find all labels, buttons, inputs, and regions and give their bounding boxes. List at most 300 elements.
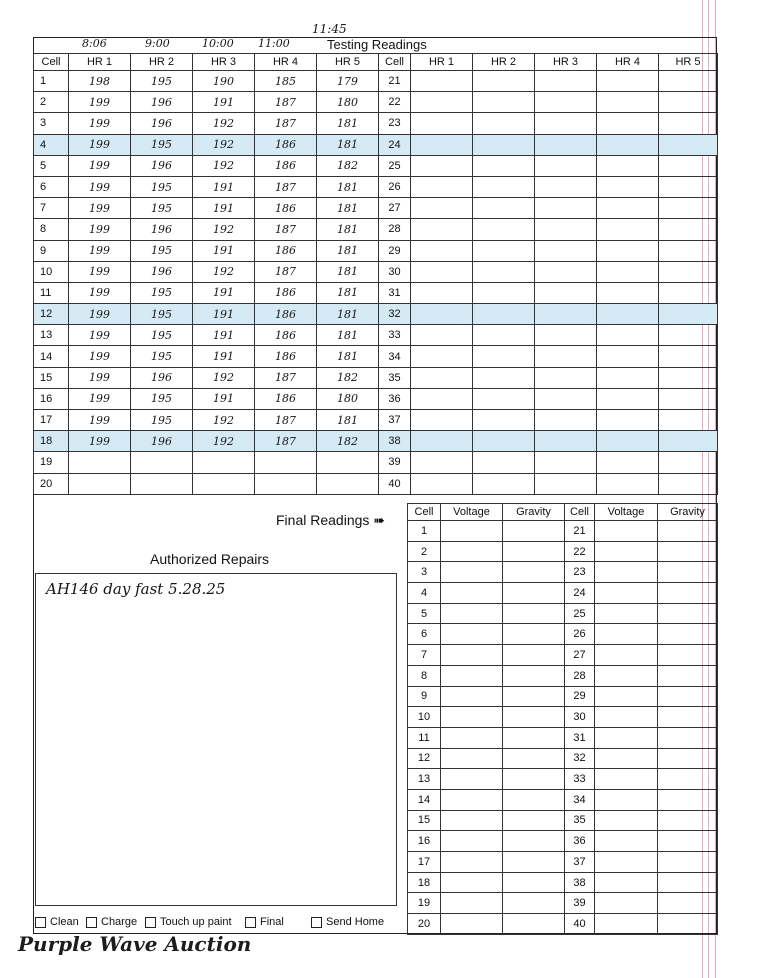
voltage-cell[interactable] (595, 665, 658, 686)
gravity-cell[interactable] (503, 541, 565, 562)
empty-reading-cell[interactable] (535, 431, 597, 452)
empty-reading-cell[interactable] (659, 219, 718, 240)
hydrometer-reading[interactable]: 181 (317, 282, 379, 303)
hydrometer-reading[interactable]: 187 (255, 92, 317, 113)
hydrometer-reading[interactable]: 191 (193, 388, 255, 409)
hydrometer-reading[interactable]: 187 (255, 113, 317, 134)
hydrometer-reading[interactable] (69, 452, 131, 473)
voltage-cell[interactable] (595, 541, 658, 562)
send-home-checkbox[interactable] (311, 916, 384, 928)
hydrometer-reading[interactable]: 195 (131, 282, 193, 303)
hydrometer-reading[interactable]: 195 (131, 71, 193, 92)
gravity-cell[interactable] (658, 831, 718, 852)
empty-reading-cell[interactable] (659, 176, 718, 197)
gravity-cell[interactable] (658, 686, 718, 707)
hydrometer-reading[interactable]: 199 (69, 155, 131, 176)
hydrometer-reading[interactable]: 181 (317, 219, 379, 240)
voltage-cell[interactable] (595, 562, 658, 583)
gravity-cell[interactable] (503, 914, 565, 935)
hydrometer-reading[interactable]: 199 (69, 176, 131, 197)
hydrometer-reading[interactable]: 192 (193, 261, 255, 282)
gravity-cell[interactable] (503, 769, 565, 790)
voltage-cell[interactable] (595, 872, 658, 893)
cell-number: 32 (379, 304, 411, 325)
empty-reading-cell[interactable] (473, 367, 535, 388)
hydrometer-reading[interactable]: 195 (131, 240, 193, 261)
empty-reading-cell[interactable] (597, 452, 659, 473)
voltage-cell[interactable] (595, 686, 658, 707)
empty-reading-cell[interactable] (535, 261, 597, 282)
empty-reading-cell[interactable] (473, 113, 535, 134)
empty-reading-cell[interactable] (597, 155, 659, 176)
hydrometer-reading[interactable]: 199 (69, 325, 131, 346)
empty-reading-cell[interactable] (473, 176, 535, 197)
voltage-cell[interactable] (441, 914, 503, 935)
empty-reading-cell[interactable] (597, 282, 659, 303)
hydrometer-reading[interactable]: 192 (193, 155, 255, 176)
voltage-cell[interactable] (441, 831, 503, 852)
voltage-cell[interactable] (595, 521, 658, 542)
empty-reading-cell[interactable] (473, 452, 535, 473)
empty-reading-cell[interactable] (597, 71, 659, 92)
hydrometer-reading[interactable]: 187 (255, 176, 317, 197)
voltage-cell[interactable] (441, 872, 503, 893)
hydrometer-reading[interactable]: 182 (317, 431, 379, 452)
empty-reading-cell[interactable] (659, 452, 718, 473)
hydrometer-reading[interactable]: 199 (69, 346, 131, 367)
hydrometer-reading[interactable]: 181 (317, 346, 379, 367)
hydrometer-reading[interactable]: 180 (317, 388, 379, 409)
empty-reading-cell[interactable] (659, 346, 718, 367)
empty-reading-cell[interactable] (473, 473, 535, 494)
hydrometer-reading[interactable]: 186 (255, 155, 317, 176)
empty-reading-cell[interactable] (411, 176, 473, 197)
hydrometer-reading[interactable]: 199 (69, 219, 131, 240)
empty-reading-cell[interactable] (411, 410, 473, 431)
gravity-cell[interactable] (658, 893, 718, 914)
empty-reading-cell[interactable] (659, 473, 718, 494)
empty-reading-cell[interactable] (411, 92, 473, 113)
gravity-cell[interactable] (658, 789, 718, 810)
empty-reading-cell[interactable] (535, 240, 597, 261)
hydrometer-reading[interactable]: 181 (317, 261, 379, 282)
hydrometer-reading[interactable]: 191 (193, 304, 255, 325)
empty-reading-cell[interactable] (659, 240, 718, 261)
hydrometer-reading[interactable]: 196 (131, 431, 193, 452)
empty-reading-cell[interactable] (659, 388, 718, 409)
empty-reading-cell[interactable] (473, 219, 535, 240)
hydrometer-reading[interactable]: 191 (193, 346, 255, 367)
hydrometer-reading[interactable] (131, 473, 193, 494)
empty-reading-cell[interactable] (411, 219, 473, 240)
empty-reading-cell[interactable] (659, 92, 718, 113)
voltage-cell[interactable] (441, 541, 503, 562)
hydrometer-reading[interactable]: 199 (69, 304, 131, 325)
empty-reading-cell[interactable] (411, 155, 473, 176)
empty-reading-cell[interactable] (473, 155, 535, 176)
empty-reading-cell[interactable] (411, 431, 473, 452)
voltage-cell[interactable] (441, 645, 503, 666)
gravity-cell[interactable] (658, 769, 718, 790)
empty-reading-cell[interactable] (535, 367, 597, 388)
empty-reading-cell[interactable] (473, 198, 535, 219)
charge-checkbox[interactable] (86, 916, 137, 928)
voltage-cell[interactable] (441, 852, 503, 873)
hydrometer-reading[interactable] (317, 452, 379, 473)
cell-number: 25 (379, 155, 411, 176)
empty-reading-cell[interactable] (411, 452, 473, 473)
empty-reading-cell[interactable] (473, 431, 535, 452)
empty-reading-cell[interactable] (659, 134, 718, 155)
gravity-cell[interactable] (503, 686, 565, 707)
hydrometer-reading[interactable]: 199 (69, 388, 131, 409)
empty-reading-cell[interactable] (597, 473, 659, 494)
gravity-cell[interactable] (658, 521, 718, 542)
empty-reading-cell[interactable] (411, 240, 473, 261)
cell-number: 31 (379, 282, 411, 303)
voltage-cell[interactable] (441, 893, 503, 914)
hydrometer-reading[interactable]: 199 (69, 134, 131, 155)
gravity-cell[interactable] (658, 645, 718, 666)
hydrometer-reading[interactable]: 195 (131, 388, 193, 409)
empty-reading-cell[interactable] (411, 367, 473, 388)
empty-reading-cell[interactable] (535, 198, 597, 219)
empty-reading-cell[interactable] (535, 176, 597, 197)
cell-number: 16 (34, 388, 69, 409)
gravity-cell[interactable] (503, 583, 565, 604)
empty-reading-cell[interactable] (535, 155, 597, 176)
empty-reading-cell[interactable] (473, 325, 535, 346)
gravity-cell[interactable] (503, 707, 565, 728)
hydrometer-reading[interactable]: 192 (193, 219, 255, 240)
hydrometer-reading[interactable] (255, 452, 317, 473)
empty-reading-cell[interactable] (535, 113, 597, 134)
gravity-cell[interactable] (658, 541, 718, 562)
empty-reading-cell[interactable] (535, 388, 597, 409)
gravity-cell[interactable] (503, 810, 565, 831)
voltage-cell[interactable] (441, 769, 503, 790)
voltage-cell[interactable] (595, 789, 658, 810)
empty-reading-cell[interactable] (659, 282, 718, 303)
voltage-cell[interactable] (595, 914, 658, 935)
hydrometer-reading[interactable]: 196 (131, 261, 193, 282)
voltage-cell[interactable] (441, 810, 503, 831)
empty-reading-cell[interactable] (659, 410, 718, 431)
gravity-cell[interactable] (503, 665, 565, 686)
empty-reading-cell[interactable] (659, 113, 718, 134)
empty-reading-cell[interactable] (535, 452, 597, 473)
cell-number: 5 (34, 155, 69, 176)
voltage-cell[interactable] (441, 603, 503, 624)
hydrometer-reading[interactable]: 192 (193, 134, 255, 155)
hydrometer-reading[interactable]: 182 (317, 155, 379, 176)
voltage-cell[interactable] (595, 727, 658, 748)
voltage-cell[interactable] (441, 583, 503, 604)
touch-up-paint-checkbox[interactable] (145, 916, 232, 928)
voltage-cell[interactable] (595, 583, 658, 604)
empty-reading-cell[interactable] (473, 240, 535, 261)
gravity-cell[interactable] (503, 624, 565, 645)
empty-reading-cell[interactable] (597, 134, 659, 155)
cell-number: 38 (379, 431, 411, 452)
empty-reading-cell[interactable] (411, 282, 473, 303)
voltage-cell[interactable] (595, 769, 658, 790)
gravity-cell[interactable] (503, 872, 565, 893)
empty-reading-cell[interactable] (597, 367, 659, 388)
hydrometer-reading[interactable]: 199 (69, 198, 131, 219)
hydrometer-reading[interactable]: 195 (131, 304, 193, 325)
empty-reading-cell[interactable] (473, 92, 535, 113)
gravity-cell[interactable] (658, 727, 718, 748)
hydrometer-reading[interactable]: 196 (131, 155, 193, 176)
hydrometer-reading[interactable]: 187 (255, 410, 317, 431)
hydrometer-reading[interactable]: 186 (255, 325, 317, 346)
empty-reading-cell[interactable] (473, 410, 535, 431)
hydrometer-reading[interactable]: 186 (255, 134, 317, 155)
hydrometer-reading[interactable]: 187 (255, 367, 317, 388)
hydrometer-reading[interactable]: 190 (193, 71, 255, 92)
gravity-cell[interactable] (503, 603, 565, 624)
voltage-cell[interactable] (595, 624, 658, 645)
empty-reading-cell[interactable] (535, 134, 597, 155)
voltage-cell[interactable] (441, 665, 503, 686)
hydrometer-reading[interactable]: 199 (69, 261, 131, 282)
gravity-cell[interactable] (658, 852, 718, 873)
voltage-cell[interactable] (595, 852, 658, 873)
voltage-cell[interactable] (441, 748, 503, 769)
empty-reading-cell[interactable] (597, 388, 659, 409)
gravity-cell[interactable] (503, 521, 565, 542)
hydrometer-reading[interactable]: 195 (131, 198, 193, 219)
empty-reading-cell[interactable] (411, 261, 473, 282)
voltage-cell[interactable] (595, 831, 658, 852)
voltage-cell[interactable] (595, 810, 658, 831)
empty-reading-cell[interactable] (597, 261, 659, 282)
gravity-cell[interactable] (503, 893, 565, 914)
cell-number: 19 (408, 893, 441, 914)
hydrometer-reading[interactable]: 191 (193, 198, 255, 219)
gravity-cell[interactable] (658, 872, 718, 893)
hydrometer-reading[interactable]: 186 (255, 304, 317, 325)
hydrometer-reading[interactable]: 195 (131, 176, 193, 197)
hydrometer-reading[interactable]: 187 (255, 431, 317, 452)
hydrometer-reading[interactable]: 179 (317, 71, 379, 92)
hydrometer-reading[interactable]: 199 (69, 367, 131, 388)
voltage-cell[interactable] (441, 624, 503, 645)
empty-reading-cell[interactable] (597, 240, 659, 261)
empty-reading-cell[interactable] (473, 388, 535, 409)
empty-reading-cell[interactable] (535, 92, 597, 113)
hydrometer-reading[interactable]: 181 (317, 198, 379, 219)
hydrometer-reading[interactable]: 180 (317, 92, 379, 113)
hydrometer-reading[interactable] (317, 473, 379, 494)
voltage-cell[interactable] (595, 748, 658, 769)
gravity-cell[interactable] (658, 583, 718, 604)
hydrometer-reading[interactable]: 198 (69, 71, 131, 92)
hydrometer-reading[interactable]: 196 (131, 113, 193, 134)
empty-reading-cell[interactable] (597, 176, 659, 197)
hydrometer-reading[interactable]: 187 (255, 219, 317, 240)
gravity-cell[interactable] (658, 624, 718, 645)
hydrometer-reading[interactable]: 192 (193, 431, 255, 452)
hydrometer-reading[interactable]: 191 (193, 92, 255, 113)
hydrometer-reading[interactable]: 181 (317, 240, 379, 261)
hydrometer-reading[interactable] (255, 473, 317, 494)
gravity-cell[interactable] (658, 707, 718, 728)
empty-reading-cell[interactable] (411, 473, 473, 494)
hydrometer-reading[interactable]: 181 (317, 325, 379, 346)
empty-reading-cell[interactable] (659, 325, 718, 346)
gravity-cell[interactable] (503, 831, 565, 852)
empty-reading-cell[interactable] (473, 134, 535, 155)
empty-reading-cell[interactable] (535, 71, 597, 92)
empty-reading-cell[interactable] (597, 410, 659, 431)
final-row (408, 707, 718, 728)
gravity-cell[interactable] (658, 914, 718, 935)
empty-reading-cell[interactable] (411, 134, 473, 155)
empty-reading-cell[interactable] (597, 92, 659, 113)
hydrometer-reading[interactable]: 199 (69, 410, 131, 431)
hydrometer-reading[interactable]: 181 (317, 410, 379, 431)
empty-reading-cell[interactable] (411, 346, 473, 367)
authorized-repairs-box[interactable] (35, 573, 397, 906)
empty-reading-cell[interactable] (535, 410, 597, 431)
empty-reading-cell[interactable] (473, 71, 535, 92)
gravity-cell[interactable] (658, 603, 718, 624)
hydrometer-reading[interactable]: 196 (131, 219, 193, 240)
hydrometer-reading[interactable]: 191 (193, 176, 255, 197)
gravity-cell[interactable] (503, 727, 565, 748)
hydrometer-reading[interactable]: 191 (193, 240, 255, 261)
hydrometer-reading[interactable]: 195 (131, 346, 193, 367)
empty-reading-cell[interactable] (659, 155, 718, 176)
gravity-cell[interactable] (658, 748, 718, 769)
hydrometer-reading[interactable]: 192 (193, 410, 255, 431)
empty-reading-cell[interactable] (659, 71, 718, 92)
hydrometer-reading[interactable]: 196 (131, 92, 193, 113)
empty-reading-cell[interactable] (659, 261, 718, 282)
empty-reading-cell[interactable] (411, 304, 473, 325)
gravity-cell[interactable] (658, 562, 718, 583)
empty-reading-cell[interactable] (659, 431, 718, 452)
hydrometer-reading[interactable]: 181 (317, 134, 379, 155)
voltage-cell[interactable] (595, 645, 658, 666)
hydrometer-reading[interactable]: 199 (69, 113, 131, 134)
gravity-cell[interactable] (503, 748, 565, 769)
empty-reading-cell[interactable] (411, 113, 473, 134)
empty-reading-cell[interactable] (411, 388, 473, 409)
empty-reading-cell[interactable] (597, 304, 659, 325)
empty-reading-cell[interactable] (597, 198, 659, 219)
final-checkbox[interactable] (245, 916, 284, 928)
empty-reading-cell[interactable] (535, 304, 597, 325)
gravity-cell[interactable] (503, 645, 565, 666)
cell-number: 8 (34, 219, 69, 240)
hydrometer-reading[interactable] (193, 452, 255, 473)
gravity-cell[interactable] (503, 789, 565, 810)
final-row (408, 893, 718, 914)
hydrometer-reading[interactable]: 192 (193, 367, 255, 388)
hydrometer-reading[interactable]: 182 (317, 367, 379, 388)
gravity-cell[interactable] (658, 810, 718, 831)
final-col-header: Gravity (658, 504, 718, 521)
hydrometer-reading[interactable]: 195 (131, 410, 193, 431)
hydrometer-reading[interactable]: 181 (317, 176, 379, 197)
hydrometer-reading[interactable]: 191 (193, 282, 255, 303)
hydrometer-reading[interactable]: 185 (255, 71, 317, 92)
empty-reading-cell[interactable] (411, 71, 473, 92)
empty-reading-cell[interactable] (597, 431, 659, 452)
empty-reading-cell[interactable] (473, 261, 535, 282)
hydrometer-reading[interactable]: 199 (69, 92, 131, 113)
hydrometer-reading[interactable]: 186 (255, 198, 317, 219)
hydrometer-reading[interactable]: 187 (255, 261, 317, 282)
voltage-cell[interactable] (441, 727, 503, 748)
hydrometer-reading[interactable]: 199 (69, 431, 131, 452)
hydrometer-reading[interactable] (69, 473, 131, 494)
hydrometer-reading[interactable]: 186 (255, 388, 317, 409)
empty-reading-cell[interactable] (473, 346, 535, 367)
hydrometer-reading[interactable]: 186 (255, 282, 317, 303)
hydrometer-reading[interactable]: 186 (255, 240, 317, 261)
empty-reading-cell[interactable] (535, 473, 597, 494)
empty-reading-cell[interactable] (597, 325, 659, 346)
empty-reading-cell[interactable] (411, 325, 473, 346)
voltage-cell[interactable] (595, 603, 658, 624)
voltage-cell[interactable] (595, 893, 658, 914)
empty-reading-cell[interactable] (659, 304, 718, 325)
hydrometer-reading[interactable]: 192 (193, 113, 255, 134)
empty-reading-cell[interactable] (411, 198, 473, 219)
empty-reading-cell[interactable] (535, 219, 597, 240)
voltage-cell[interactable] (441, 521, 503, 542)
empty-reading-cell[interactable] (659, 198, 718, 219)
voltage-cell[interactable] (441, 686, 503, 707)
cell-number: 23 (379, 113, 411, 134)
hydrometer-reading[interactable] (193, 473, 255, 494)
empty-reading-cell[interactable] (597, 219, 659, 240)
empty-reading-cell[interactable] (535, 346, 597, 367)
empty-reading-cell[interactable] (597, 113, 659, 134)
empty-reading-cell[interactable] (597, 346, 659, 367)
hydrometer-reading[interactable]: 199 (69, 240, 131, 261)
hydrometer-reading[interactable]: 191 (193, 325, 255, 346)
hydrometer-reading[interactable]: 195 (131, 134, 193, 155)
empty-reading-cell[interactable] (473, 282, 535, 303)
hydrometer-reading[interactable] (131, 452, 193, 473)
voltage-cell[interactable] (441, 707, 503, 728)
empty-reading-cell[interactable] (535, 282, 597, 303)
cell-number: 32 (565, 748, 595, 769)
gravity-cell[interactable] (503, 562, 565, 583)
empty-reading-cell[interactable] (659, 367, 718, 388)
hydrometer-reading[interactable]: 195 (131, 325, 193, 346)
hydrometer-reading[interactable]: 199 (69, 282, 131, 303)
hydrometer-reading[interactable]: 196 (131, 367, 193, 388)
clean-checkbox[interactable] (35, 916, 79, 928)
cell-number: 40 (565, 914, 595, 935)
hydrometer-reading[interactable]: 181 (317, 113, 379, 134)
empty-reading-cell[interactable] (535, 325, 597, 346)
empty-reading-cell[interactable] (473, 304, 535, 325)
hydrometer-reading[interactable]: 181 (317, 304, 379, 325)
voltage-cell[interactable] (595, 707, 658, 728)
voltage-cell[interactable] (441, 789, 503, 810)
gravity-cell[interactable] (658, 665, 718, 686)
voltage-cell[interactable] (441, 562, 503, 583)
gravity-cell[interactable] (503, 852, 565, 873)
hydrometer-reading[interactable]: 186 (255, 346, 317, 367)
